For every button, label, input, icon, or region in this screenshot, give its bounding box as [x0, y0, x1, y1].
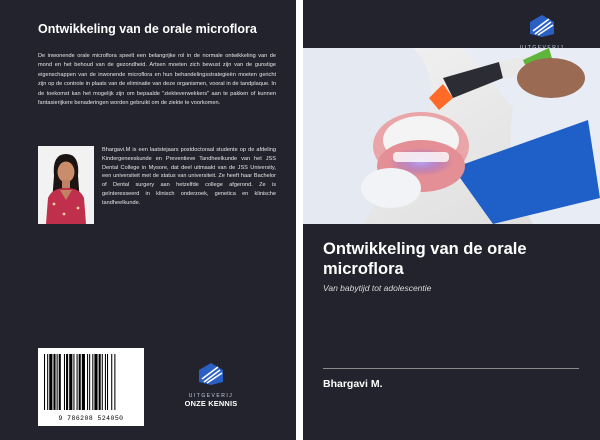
- back-cover-description: De inwonende orale microflora speelt een belangrijke rol in de normale ontwikkeling van de mond en het behoud van de gezondheid. Artsen moeten zich bewust zijn van de gunstige eigenschappen van de inwonende microflora en hun behandelingsstrategieën moeten gericht zijn op de controle in plaats van de eliminatie van deze organismen, vooral in de tandplaque. In de toekomst kan het mogelijk zijn om bepaalde "ziekteverwekkers" aan te pakken of kunnen fantasierijkere benaderingen worden gebruikt om de ziekte te voorkomen.: [38, 53, 276, 107]
- publisher-label-small: UITGEVERIJ: [188, 393, 234, 399]
- front-cover: [303, 0, 600, 440]
- front-cover-subtitle: Van babytijd tot adolescentie: [323, 283, 432, 293]
- author-bio: Bhargavi.M is een laatstejaars postdoctoraal studente op de afdeling Kindergeneeskunde en Preventieve Tandheelkunde van het JSS Dental College in Mysore, dat deel uitmaakt van de JSS University, een universiteit met de status van universiteit. Ze heeft haar Bachelor of Dental surgery aan hetzelfde college afgerond. Ze is geïnteresseerd in klinisch onderzoek, genetica en klinische tandheelkunde.: [102, 147, 276, 206]
- publisher-logo-back: [176, 362, 246, 408]
- back-cover: [0, 0, 296, 440]
- barcode-digits: 9 786208 524050: [58, 415, 124, 422]
- isbn-barcode: [38, 348, 144, 426]
- cover-photo-dental-model: [303, 48, 600, 224]
- front-cover-author: Bhargavi M.: [323, 378, 383, 390]
- back-cover-title: Ontwikkeling van de orale microflora: [38, 22, 257, 36]
- publisher-name: ONZE KENNIS: [184, 399, 238, 408]
- author-photo: [38, 146, 94, 224]
- publisher-emblem-icon: [527, 14, 557, 38]
- author-portrait-image: [38, 146, 94, 224]
- publisher-emblem-icon: [196, 362, 226, 386]
- divider: [323, 368, 579, 369]
- front-cover-title: Ontwikkeling van de orale microflora: [323, 240, 527, 278]
- dental-model-illustration: [303, 48, 600, 224]
- book-spine: [296, 0, 303, 440]
- barcode-bars-icon: [38, 348, 144, 414]
